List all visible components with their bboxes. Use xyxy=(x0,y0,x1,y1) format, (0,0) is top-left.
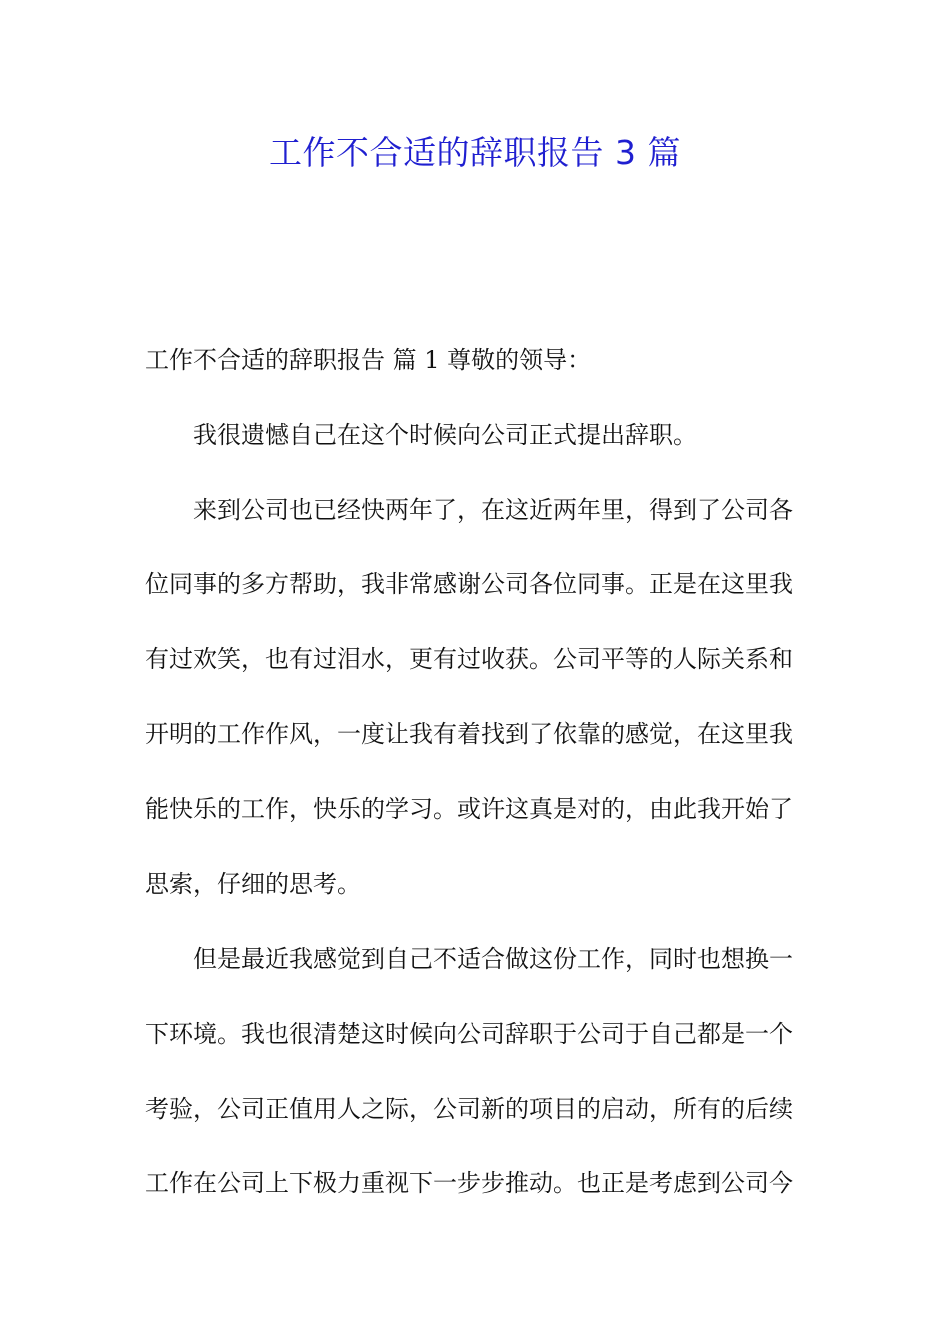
paragraph-3-line-5: 能快乐的工作，快乐的学习。或许这真是对的，由此我开始了 xyxy=(145,795,793,823)
paragraph-4-line-2: 下环境。我也很清楚这时候向公司辞职于公司于自己都是一个 xyxy=(145,1020,793,1048)
paragraph-3-line-6: 思索，仔细的思考。 xyxy=(145,870,361,898)
paragraph-3-line-2: 位同事的多方帮助，我非常感谢公司各位同事。正是在这里我 xyxy=(145,570,793,598)
paragraph-4-line-4: 工作在公司上下极力重视下一步步推动。也正是考虑到公司今 xyxy=(145,1169,793,1197)
document-title: 工作不合适的辞职报告 3 篇 xyxy=(269,133,681,172)
paragraph-2-line-1: 我很遗憾自己在这个时候向公司正式提出辞职。 xyxy=(193,421,697,449)
paragraph-1-line-1: 工作不合适的辞职报告 篇 1 尊敬的领导： xyxy=(145,346,592,374)
paragraph-3-line-3: 有过欢笑，也有过泪水，更有过收获。公司平等的人际关系和 xyxy=(145,645,793,673)
paragraph-3-line-4: 开明的工作作风，一度让我有着找到了依靠的感觉，在这里我 xyxy=(145,720,793,748)
paragraph-3-line-1: 来到公司也已经快两年了，在这近两年里，得到了公司各 xyxy=(193,496,793,524)
paragraph-4-line-3: 考验，公司正值用人之际，公司新的项目的启动，所有的后续 xyxy=(145,1095,793,1123)
paragraph-4-line-1: 但是最近我感觉到自己不适合做这份工作，同时也想换一 xyxy=(193,945,793,973)
